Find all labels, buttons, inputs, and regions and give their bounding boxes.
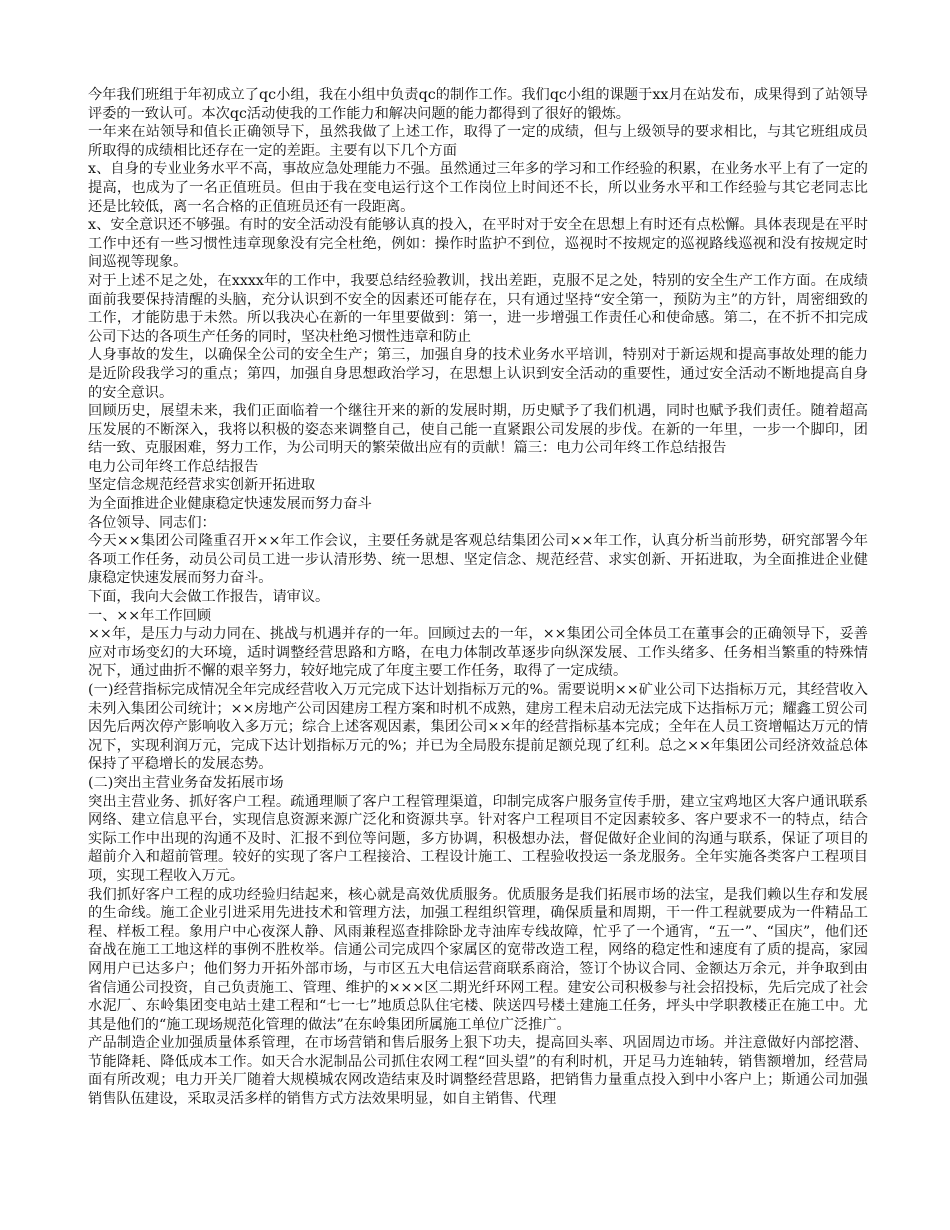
subsection-heading: (二)突出主营业务奋发拓展市场: [88, 774, 284, 791]
paragraph: 一年来在站领导和值长正确领导下，虽然我做了上述工作，取得了一定的成绩，但与上级领导的要求相比，与其它班组成员所取得的成绩相比还存在一定的差距。主要有以下几个方面: [88, 124, 868, 159]
paragraph: 今年我们班组于年初成立了qc小组，我在小组中负责qc的制作工作。我们qc小组的课题于xx月在站发布，成果得到了站领导评委的一致认可。本次qc活动使我的工作能力和解决问题的能力都得到了很好的锻炼。: [88, 87, 868, 122]
paragraph: 人身事故的发生，以确保全公司的安全生产；第三，加强自身的技术业务水平培训，特别对于新运规和提高事故处理的能力是近阶段我学习的重点；第四，加强自身思想政治学习，在思想上认识到安全活动的重要性，通过安全活动不断地提高自身的安全意识。: [88, 347, 868, 401]
report-subtitle: 为全面推进企业健康稳定快速发展而努力奋斗: [88, 496, 372, 513]
paragraph: 产品制造企业加强质量体系管理，在市场营销和售后服务上狠下功夫，提高回头率、巩固周边市场。并注意做好内部挖潜、节能降耗、降低成本工作。如天合水泥制品公司抓住农网工程“回头望”的有利时机，开足马力连轴转，销售额增加，经营局面有所改观；电力开关厂随着大规模城农网改造结束及时调整经营思路，把销售力量重点投入到中小客户上；斯通公司加强销售队伍建设，采取灵活多样的销售方式方法效果明显，如自主销售、代理: [88, 1035, 868, 1108]
paragraph: 我们抓好客户工程的成功经验归结起来，核心就是高效优质服务。优质服务是我们拓展市场的法宝，是我们赖以生存和发展的生命线。施工企业引进采用先进技术和管理方法，加强工程组织管理，确保质量和周期，干一件工程就要成为一件精品工程、样板工程。象用户中心夜深人静、风雨兼程巡查排除卧龙寺油库专线故障，忙乎了一个通宵，“五一”、“国庆”，他们还奋战在施工工地这样的事例不胜枚举。信通公司完成四个家属区的宽带改造工程，网络的稳定性和速度有了质的提高，家园网用户已达多户；他们努力开拓外部市场，与市区五大电信运营商联系商洽，签订个协议合同、金额达万余元，并争取到由省信通公司投资，自己负责施工、管理、维护的×××区二期光纤环网工程。建安公司积极参与社会招投标，先后完成了社会水泥厂、东岭集团变电站土建工程和“七一七”地质总队住宅楼、陕送四号楼土建施工任务，坪头中学职教楼正在施工中。尤其是他们的“施工现场规范化管理的做法”在东岭集团所属施工单位广泛推广。: [88, 886, 868, 1033]
paragraph: 今天××集团公司隆重召开××年工作会议，主要任务就是客观总结集团公司××年工作，认真分析当前形势，研究部署今年各项工作任务，动员公司员工进一步认清形势、统一思想、坚定信念、规范经营、求实创新、开拓进取，为全面推进企业健康稳定快速发展而努力奋斗。: [88, 533, 868, 587]
paragraph: x、安全意识还不够强。有时的安全活动没有能够认真的投入，在平时对于安全在思想上有时还有点松懈。具体表现是在平时工作中还有一些习惯性违章现象没有完全杜绝，例如：操作时监护不到位，巡视时不按规定的巡视路线巡视和没有按规定时间巡视等现象。: [88, 217, 868, 271]
paragraph: 突出主营业务、抓好客户工程。疏通理顺了客户工程管理渠道，印制完成客户服务宣传手册，建立宝鸡地区大客户通讯联系网络、建立信息平台，实现信息资源来源广泛化和资源共享。针对客户工程项目不定因素较多、客户要求不一的特点，结合实际工作中出现的沟通不及时、汇报不到位等问题，多方协调，积极想办法，督促做好企业间的沟通与联系，保证了项目的超前介入和超前管理。较好的实现了客户工程接洽、工程设计施工、工程验收投运一条龙服务。全年实施各类客户工程项目项，实现工程收入万元。: [88, 793, 868, 884]
paragraph: 对于上述不足之处，在xxxx年的工作中，我要总结经验教训，找出差距，克服不足之处，特别的安全生产工作方面。在成绩面前我要保持清醒的头脑，充分认识到不安全的因素还可能存在，只有通过坚持“安全第一，预防为主”的方针，周密细致的工作，才能防患于未然。所以我决心在新的一年里要做到：第一，进一步增强工作责任心和使命感。第二，在不折不扣完成公司下达的各项生产任务的同时，坚决杜绝习惯性违章和防止: [88, 272, 868, 345]
report-title: 电力公司年终工作总结报告: [88, 458, 259, 475]
salutation: 各位领导、同志们：: [88, 514, 216, 531]
paragraph: 下面，我向大会做工作报告，请审议。: [88, 589, 330, 606]
paragraph: 回顾历史，展望未来，我们正面临着一个继往开来的新的发展时期，历史赋予了我们机遇，同时也赋予我们责任。随着超高压发展的不断深入，我将以积极的姿态来调整自己，使自己能一直紧跟公司发展的步伐。在新的一年里，一步一个脚印，团结一致、克服困难，努力工作，为公司明天的繁荣做出应有的贡献！篇三：电力公司年终工作总结报告: [88, 403, 868, 457]
report-subtitle: 坚定信念规范经营求实创新开拓进取: [88, 477, 316, 494]
paragraph: (一)经营指标完成情况全年完成经营收入万元完成下达计划指标万元的%。需要说明××矿业公司下达指标万元，其经营收入未列入集团公司统计；××房地产公司因建房工程方案和时机不成熟，建房工程未启动无法完成下达指标万元；耀鑫工贸公司因先后两次停产影响收入多万元；综合上述客观因素，集团公司××年的经营指标基本完成；全年在人员工资增幅达万元的情况下，实现利润万元，完成下达计划指标万元的%；并已为全局股东提前足额兑现了红利。总之××年集团公司经济效益总体保持了平稳增长的发展态势。: [88, 682, 868, 773]
paragraph: x、自身的专业业务水平不高，事故应急处理能力不强。虽然通过三年多的学习和工作经验的积累，在业务水平上有了一定的提高，也成为了一名正值班员。但由于我在变电运行这个工作岗位上时间还不长，所以业务水平和工作经验与其它老同志比还是比较低，离一名合格的正值班员还有一段距离。: [88, 161, 868, 215]
section-heading: 一、××年工作回顾: [88, 607, 212, 624]
paragraph: ××年，是压力与动力同在、挑战与机遇并存的一年。回顾过去的一年，××集团公司全体员工在董事会的正确领导下，妥善应对市场变幻的大环境，适时调整经营思路和方略，在电力体制改革逐步向纵深发展、工作头绪多、任务相当繁重的特殊情况下，通过曲折不懈的艰辛努力，较好地完成了年度主要工作任务，取得了一定成绩。: [88, 626, 868, 680]
